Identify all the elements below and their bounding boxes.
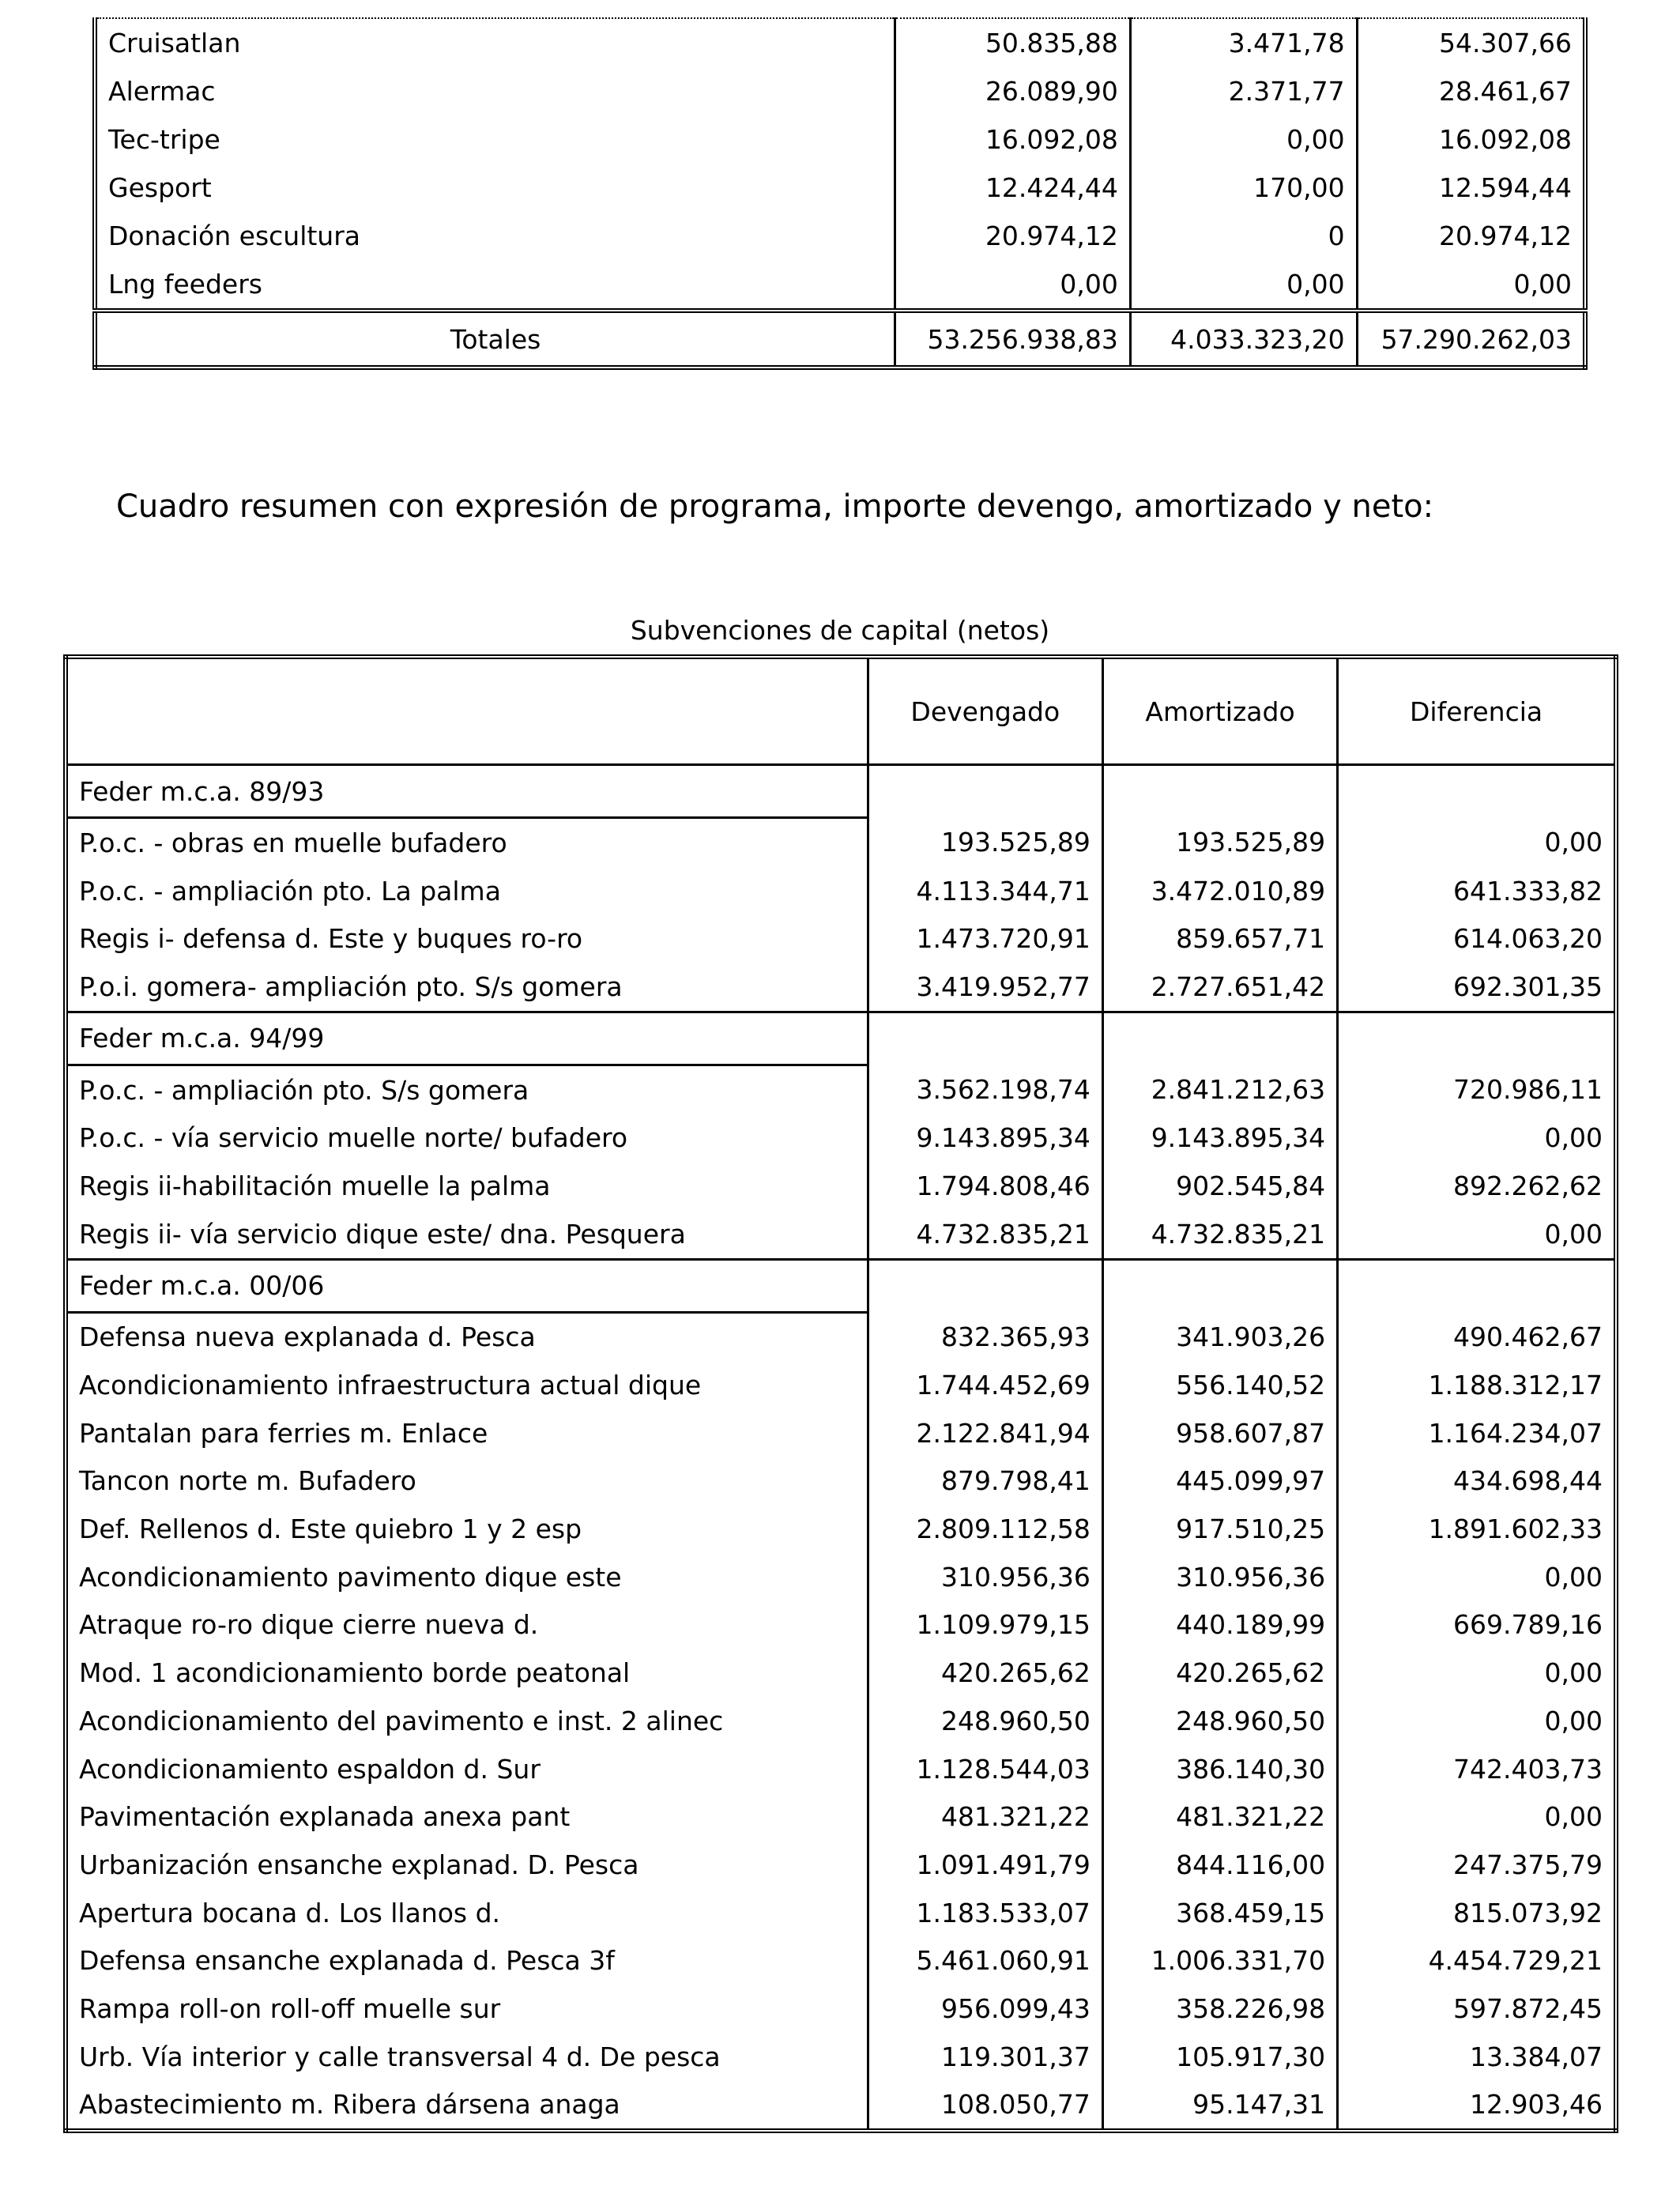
row-value: 0,00 <box>1338 818 1616 867</box>
row-value: 917.510,25 <box>1102 1505 1337 1553</box>
row-name: P.o.c. - ampliación pto. La palma <box>66 867 868 915</box>
row-value: 669.789,16 <box>1338 1601 1616 1649</box>
row-name: Defensa ensanche explanada d. Pesca 3f <box>66 1936 868 1985</box>
row-value: 720.986,11 <box>1338 1065 1616 1114</box>
row-name: Tec-tripe <box>95 115 895 164</box>
row-value: 54.307,66 <box>1357 18 1585 67</box>
table-row <box>66 1985 1616 2033</box>
table-row <box>95 212 1585 260</box>
row-name: Regis ii- vía servicio dique este/ dna. Pesquera <box>66 1210 868 1259</box>
table-row <box>66 1505 1616 1553</box>
row-name: Acondicionamiento del pavimento e inst. 2 alinec <box>66 1697 868 1745</box>
row-value: 3.419.952,77 <box>868 963 1102 1012</box>
totals-value: 57.290.262,03 <box>1357 311 1585 368</box>
table-row <box>66 1697 1616 1745</box>
row-value: 341.903,26 <box>1102 1312 1337 1361</box>
totals-value: 4.033.323,20 <box>1130 311 1357 368</box>
row-value: 892.262,62 <box>1338 1162 1616 1210</box>
row-value: 9.143.895,34 <box>868 1114 1102 1162</box>
row-name: Abastecimiento m. Ribera dársena anaga <box>66 2081 868 2132</box>
row-value: 1.006.331,70 <box>1102 1936 1337 1985</box>
row-value: 193.525,89 <box>868 818 1102 867</box>
row-value: 0,00 <box>1130 115 1357 164</box>
group-title: Feder m.c.a. 94/99 <box>66 1012 868 1065</box>
table-row <box>66 963 1616 1012</box>
table-row <box>66 1409 1616 1457</box>
row-value: 3.471,78 <box>1130 18 1357 67</box>
row-value: 1.891.602,33 <box>1338 1505 1616 1553</box>
row-value: 28.461,67 <box>1357 67 1585 115</box>
row-value: 844.116,00 <box>1102 1841 1337 1889</box>
row-value: 2.727.651,42 <box>1102 963 1337 1012</box>
row-value: 247.375,79 <box>1338 1841 1616 1889</box>
row-value: 20.974,12 <box>1357 212 1585 260</box>
group-title: Feder m.c.a. 00/06 <box>66 1259 868 1312</box>
row-name: Urb. Vía interior y calle transversal 4 d. De pesca <box>66 2033 868 2081</box>
table-caption: Subvenciones de capital (netos) <box>630 615 1050 646</box>
row-value: 0,00 <box>1338 1697 1616 1745</box>
row-value: 958.607,87 <box>1102 1409 1337 1457</box>
row-value: 556.140,52 <box>1102 1361 1337 1409</box>
row-value: 20.974,12 <box>895 212 1131 260</box>
totals-table-body <box>95 18 1585 368</box>
row-value: 481.321,22 <box>1102 1793 1337 1841</box>
row-value: 4.732.835,21 <box>868 1210 1102 1259</box>
row-value: 832.365,93 <box>868 1312 1102 1361</box>
table-row <box>66 1210 1616 1259</box>
table-row <box>95 18 1585 67</box>
row-name: P.o.c. - vía servicio muelle norte/ bufadero <box>66 1114 868 1162</box>
row-value: 108.050,77 <box>868 2081 1102 2132</box>
row-value: 0,00 <box>1130 260 1357 311</box>
row-value: 481.321,22 <box>868 1793 1102 1841</box>
row-name: Lng feeders <box>95 260 895 311</box>
table-row <box>66 1936 1616 1985</box>
row-value: 9.143.895,34 <box>1102 1114 1337 1162</box>
row-name: Apertura bocana d. Los llanos d. <box>66 1889 868 1937</box>
row-value: 2.371,77 <box>1130 67 1357 115</box>
row-value: 420.265,62 <box>868 1649 1102 1697</box>
table-row <box>66 867 1616 915</box>
row-value: 434.698,44 <box>1338 1457 1616 1506</box>
totals-label: Totales <box>95 311 895 368</box>
row-value: 0 <box>1130 212 1357 260</box>
row-value: 4.113.344,71 <box>868 867 1102 915</box>
row-value: 0,00 <box>895 260 1131 311</box>
row-name: Defensa nueva explanada d. Pesca <box>66 1312 868 1361</box>
subsidies-table-body <box>66 657 1616 2131</box>
row-value: 310.956,36 <box>868 1553 1102 1601</box>
row-value: 358.226,98 <box>1102 1985 1337 2033</box>
row-value: 170,00 <box>1130 164 1357 212</box>
header-empty-cell <box>66 657 868 765</box>
subsidies-table <box>63 654 1618 2133</box>
row-value: 2.122.841,94 <box>868 1409 1102 1457</box>
row-value: 1.473.720,91 <box>868 914 1102 963</box>
row-value: 368.459,15 <box>1102 1889 1337 1937</box>
row-value: 1.109.979,15 <box>868 1601 1102 1649</box>
row-value: 1.128.544,03 <box>868 1745 1102 1793</box>
row-value: 0,00 <box>1357 260 1585 311</box>
group-title: Feder m.c.a. 89/93 <box>66 765 868 818</box>
empty-cell <box>1338 1012 1616 1065</box>
row-value: 5.461.060,91 <box>868 1936 1102 1985</box>
table-row <box>95 260 1585 311</box>
row-value: 956.099,43 <box>868 1985 1102 2033</box>
table-row <box>66 1649 1616 1697</box>
row-name: Acondicionamiento pavimento dique este <box>66 1553 868 1601</box>
row-name: Rampa roll-on roll-off muelle sur <box>66 1985 868 2033</box>
row-name: P.o.c. - obras en muelle bufadero <box>66 818 868 867</box>
table-row <box>66 1793 1616 1841</box>
empty-cell <box>1338 1259 1616 1312</box>
table-row <box>66 914 1616 963</box>
row-value: 641.333,82 <box>1338 867 1616 915</box>
row-value: 105.917,30 <box>1102 2033 1337 2081</box>
row-value: 742.403,73 <box>1338 1745 1616 1793</box>
empty-cell <box>868 765 1102 818</box>
row-name: P.o.i. gomera- ampliación pto. S/s gomera <box>66 963 868 1012</box>
row-value: 1.091.491,79 <box>868 1841 1102 1889</box>
row-value: 2.841.212,63 <box>1102 1065 1337 1114</box>
row-name: Tancon norte m. Bufadero <box>66 1457 868 1506</box>
row-value: 13.384,07 <box>1338 2033 1616 2081</box>
row-value: 420.265,62 <box>1102 1649 1337 1697</box>
table-row <box>66 1065 1616 1114</box>
table-row <box>66 818 1616 867</box>
table-row <box>66 1312 1616 1361</box>
table-row <box>66 1889 1616 1937</box>
empty-cell <box>868 1259 1102 1312</box>
table-row <box>66 1553 1616 1601</box>
section-heading: Cuadro resumen con expresión de programa, importe devengo, amortizado y neto: <box>116 488 1434 525</box>
row-value: 0,00 <box>1338 1793 1616 1841</box>
row-name: Gesport <box>95 164 895 212</box>
header-row <box>66 657 1616 765</box>
row-value: 193.525,89 <box>1102 818 1337 867</box>
row-value: 614.063,20 <box>1338 914 1616 963</box>
row-value: 0,00 <box>1338 1649 1616 1697</box>
table-row <box>66 1457 1616 1506</box>
row-name: Def. Rellenos d. Este quiebro 1 y 2 esp <box>66 1505 868 1553</box>
row-value: 95.147,31 <box>1102 2081 1337 2132</box>
row-value: 1.183.533,07 <box>868 1889 1102 1937</box>
empty-cell <box>868 1012 1102 1065</box>
table-row <box>95 67 1585 115</box>
table-row <box>66 1361 1616 1409</box>
row-name: Acondicionamiento infraestructura actual dique <box>66 1361 868 1409</box>
row-name: Regis ii-habilitación muelle la palma <box>66 1162 868 1210</box>
table-row <box>95 115 1585 164</box>
empty-cell <box>1102 765 1337 818</box>
row-value: 4.454.729,21 <box>1338 1936 1616 1985</box>
row-value: 248.960,50 <box>868 1697 1102 1745</box>
row-value: 692.301,35 <box>1338 963 1616 1012</box>
row-value: 859.657,71 <box>1102 914 1337 963</box>
empty-cell <box>1338 765 1616 818</box>
row-value: 445.099,97 <box>1102 1457 1337 1506</box>
row-value: 490.462,67 <box>1338 1312 1616 1361</box>
row-name: P.o.c. - ampliación pto. S/s gomera <box>66 1065 868 1114</box>
row-value: 50.835,88 <box>895 18 1131 67</box>
table-row <box>66 1114 1616 1162</box>
empty-cell <box>1102 1259 1337 1312</box>
row-value: 1.188.312,17 <box>1338 1361 1616 1409</box>
row-name: Alermac <box>95 67 895 115</box>
row-value: 0,00 <box>1338 1210 1616 1259</box>
table-row <box>95 164 1585 212</box>
row-value: 879.798,41 <box>868 1457 1102 1506</box>
row-value: 3.472.010,89 <box>1102 867 1337 915</box>
row-value: 902.545,84 <box>1102 1162 1337 1210</box>
row-value: 16.092,08 <box>1357 115 1585 164</box>
row-name: Mod. 1 acondicionamiento borde peatonal <box>66 1649 868 1697</box>
row-value: 12.903,46 <box>1338 2081 1616 2132</box>
table-row <box>66 2033 1616 2081</box>
totals-table <box>92 17 1588 370</box>
row-value: 4.732.835,21 <box>1102 1210 1337 1259</box>
table-row <box>66 2081 1616 2132</box>
row-value: 815.073,92 <box>1338 1889 1616 1937</box>
row-name: Regis i- defensa d. Este y buques ro-ro <box>66 914 868 963</box>
row-name: Cruisatlan <box>95 18 895 67</box>
row-value: 440.189,99 <box>1102 1601 1337 1649</box>
row-value: 1.794.808,46 <box>868 1162 1102 1210</box>
row-value: 597.872,45 <box>1338 1985 1616 2033</box>
table-row <box>66 1841 1616 1889</box>
column-header-amortizado: Amortizado <box>1102 657 1337 765</box>
row-value: 0,00 <box>1338 1553 1616 1601</box>
group-header-row <box>66 1012 1616 1065</box>
totals-row <box>95 311 1585 368</box>
row-value: 2.809.112,58 <box>868 1505 1102 1553</box>
row-name: Pantalan para ferries m. Enlace <box>66 1409 868 1457</box>
row-name: Urbanización ensanche explanad. D. Pesca <box>66 1841 868 1889</box>
row-value: 12.594,44 <box>1357 164 1585 212</box>
row-value: 0,00 <box>1338 1114 1616 1162</box>
empty-cell <box>1102 1012 1337 1065</box>
row-value: 16.092,08 <box>895 115 1131 164</box>
row-name: Atraque ro-ro dique cierre nueva d. <box>66 1601 868 1649</box>
row-name: Pavimentación explanada anexa pant <box>66 1793 868 1841</box>
row-value: 26.089,90 <box>895 67 1131 115</box>
table-row <box>66 1162 1616 1210</box>
table-row <box>66 1745 1616 1793</box>
row-value: 310.956,36 <box>1102 1553 1337 1601</box>
row-value: 3.562.198,74 <box>868 1065 1102 1114</box>
group-header-row <box>66 1259 1616 1312</box>
totals-value: 53.256.938,83 <box>895 311 1131 368</box>
table-row <box>66 1601 1616 1649</box>
row-value: 119.301,37 <box>868 2033 1102 2081</box>
group-header-row <box>66 765 1616 818</box>
column-header-diferencia: Diferencia <box>1338 657 1616 765</box>
column-header-devengado: Devengado <box>868 657 1102 765</box>
row-name: Acondicionamiento espaldon d. Sur <box>66 1745 868 1793</box>
row-value: 1.744.452,69 <box>868 1361 1102 1409</box>
row-value: 386.140,30 <box>1102 1745 1337 1793</box>
row-value: 1.164.234,07 <box>1338 1409 1616 1457</box>
row-name: Donación escultura <box>95 212 895 260</box>
row-value: 248.960,50 <box>1102 1697 1337 1745</box>
row-value: 12.424,44 <box>895 164 1131 212</box>
